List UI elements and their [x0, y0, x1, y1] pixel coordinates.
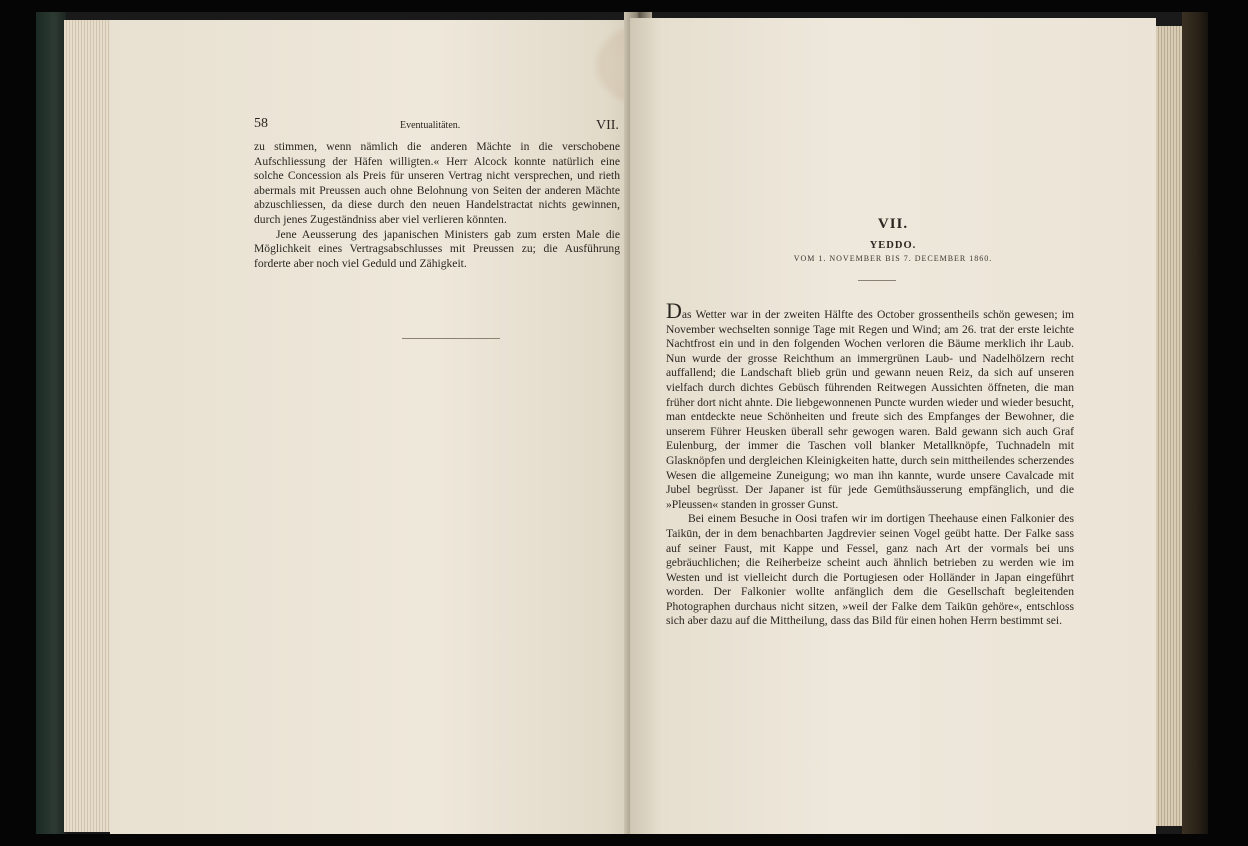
running-head: Eventualitäten. — [400, 120, 461, 131]
chapter-marker: VII. — [596, 118, 619, 133]
chapter-number: VII. — [877, 216, 909, 232]
right-page-text — [666, 298, 1074, 629]
right-page — [630, 18, 1156, 834]
book-cover-left — [36, 12, 66, 834]
paragraph-text: as Wetter war in der zweiten Hälfte des October grossentheils schön gewesen; im November wechselten sonnige Tage mit Regen und Wind; am 26. trat der erste leichte Nachtfrost ein und in den folgenden Wochen verloren die Bäume merklich ihr Laub. Nun wurde der grosse Reichthum an immergrünen Laub- und Nadelhölzern recht auffallend; die Landschaft blieb grün und gewann neuen Reiz, da sich auf unseren vielfach durch dichtes Gebüsch führenden Reitwegen Aussichten öffneten, die man früher dort nicht ahnte. Die liebgewonnenen Puncte wurden wieder und wieder besucht, man entdeckte neue Schönheiten und freute sich des Empfanges der Bewohner, die unserem Führer Heusken überall sehr gewogen waren. Bald gewann sich auch Graf Eulenburg, der immer die Taschen voll blanker Metallknöpfe, Tuchnadeln mit Glasknöpfen und dergleichen Kleinigkeiten hatte, durch sein mittheilendes scherzendes Wesen die allgemeine Zuneigung; wo man ihn kannte, wurde unsere Cavalcade mit Jubel begrüsst. Der Japaner ist für jede Gemüthsäusserung empfänglich, und die »Pleussen« standen in grosser Gunst. — [666, 308, 1074, 511]
drop-cap: D — [666, 298, 682, 323]
paragraph: zu stimmen, wenn nämlich die anderen Mächte in die verschobene Aufschliessung der Häfen willigten.« Herr Alcock konnte natürlich eine solche Concession als Preis für unseren Vertrag nicht versprechen, und rieth abermals mit Preussen auch ohne Belohnung von Seiten der anderen Mächte abzuschliessen, da diese durch den neuen Handelstractat nichts gewinnen, durch jenes Zugeständniss aber viel verlieren könnten. — [254, 140, 620, 226]
page-edges-left — [64, 20, 116, 832]
chapter-title: YEDDO. — [869, 240, 917, 251]
page-number: 58 — [254, 116, 268, 131]
paragraph: Bei einem Besuche in Oosi trafen wir im dortigen Theehause einen Falkonier des Taikūn, der in dem benachbarten Jagdrevier seinen Vogel geübt hatte. Der Falke sass auf seiner Faust, mit Kappe und Fessel, ganz nach Art der vormals bei uns gebräuchlichen; die Reiherbeize scheint auch ähnlich betrieben zu werden wie im Westen und ist vielleicht durch die Portugiesen oder Holländer in Japan eingeführt worden. Der Falkonier wollte anfänglich dem die Gesellschaft begleitenden Photographen durchaus nicht sitzen, »weil der Falke dem Taikūn gehöre«, entschloss sich aber dazu auf die Mittheilung, dass das Bild für einen hohen Herrn bestimmt sei. — [666, 512, 1074, 628]
open-book — [36, 12, 1208, 834]
paragraph — [666, 298, 1074, 512]
section-end-rule — [402, 338, 500, 339]
left-page-text — [254, 140, 620, 271]
chapter-rule — [858, 280, 896, 281]
chapter-dates: VOM 1. NOVEMBER BIS 7. DECEMBER 1860. — [793, 254, 993, 263]
left-page — [110, 20, 650, 834]
book-cover-right — [1182, 12, 1208, 834]
paragraph: Jene Aeusserung des japanischen Ministers gab zum ersten Male die Möglichkeit eines Vertragsabschlusses mit Preussen zu; die Ausführung forderte aber noch viel Geduld und Zähigkeit. — [254, 227, 620, 270]
